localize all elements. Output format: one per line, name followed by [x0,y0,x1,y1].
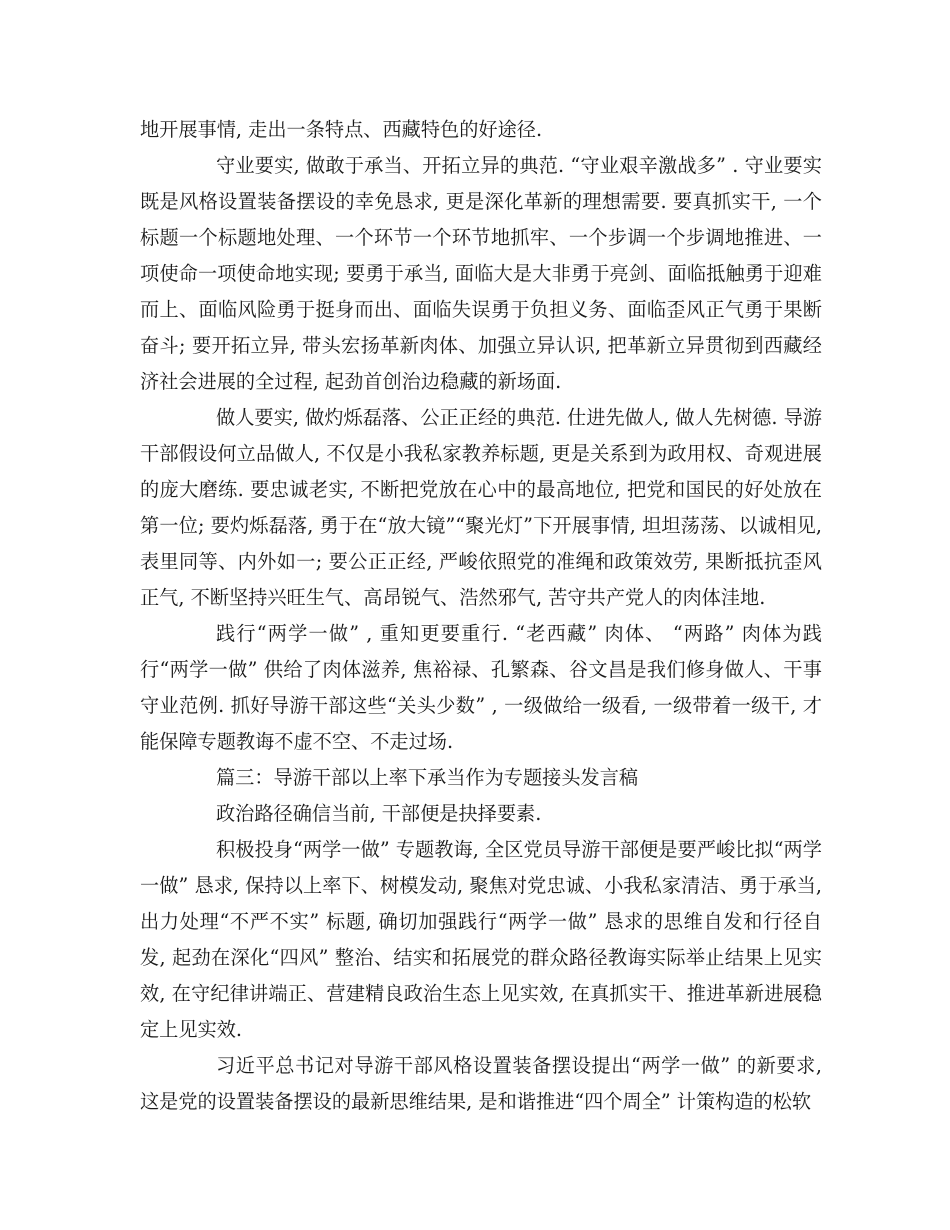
paragraph-6: 政治路径确信当前, 干部便是抉择要素. [216,802,542,825]
paragraph-1: 地开展事情, 走出一条特点、西藏特色的好途径. [140,118,543,141]
section-heading: 篇三：导游干部以上率下承当作为专题接头发言稿 [216,766,639,789]
paragraph-4: 践行“两学一做” , 重知更要重行. “老西藏” 肉体、 “两路” 肉体为践行“两学一做” 供给了肉体滋养, 焦裕禄、孔繁森、谷文昌是我们修身做人、干事守业范例. 抓好导游干部这些“关头少数” , 一级做给一级看, 一级带着一级干, 才能保障专题教诲不虚不空、不走过场. [140,622,822,753]
paragraph-8: 习近平总书记对导游干部风格设置装备摆设提出“两学一做” 的新要求, 这是党的设置装备摆设的最新思维结果, 是和谐推进“四个周全” 计策构造的松软 [140,1054,822,1113]
paragraph-2: 守业要实, 做敢于承当、开拓立异的典范. “守业艰辛激战多” . 守业要实既是风格设置装备摆设的幸免恳求, 更是深化革新的理想需要. 要真抓实干, 一个标题一个标题地处理、一个环节一个环节地抓牢、一个步调一个步调地推进、一项使命一项使命地实现; 要勇于承当, 面临大是大非勇于亮剑、面临抵触勇于迎难而上、面临风险勇于挺身而出、面临失误勇于负担义务、面临歪风正气勇于果断奋斗; 要开拓立异, 带头宏扬革新肉体、加强立异认识, 把革新立异贯彻到西藏经济社会进展的全过程, 起劲首创治边稳藏的新场面. [140,154,822,393]
document-body [140,112,822,1120]
paragraph-7: 积极投身“两学一做” 专题教诲, 全区党员导游干部便是要严峻比拟“两学一做” 恳求, 保持以上率下、树模发动, 聚焦对党忠诚、小我私家清洁、勇于承当, 出力处理“不严不实” 标题, 确切加强践行“两学一做” 恳求的思维自发和行径自发, 起劲在深化“四风” 整治、结实和拓展党的群众路径教诲实际举止结果上见实效, 在守纪律讲端正、营建精良政治生态上见实效, 在真抓实干、推进革新进展稳定上见实效. [140,838,822,1041]
paragraph-3: 做人要实, 做灼烁磊落、公正正经的典范. 仕进先做人, 做人先树德. 导游干部假设何立品做人, 不仅是小我私家教养标题, 更是关系到为政用权、奇观进展的庞大磨练. 要忠诚老实, 不断把党放在心中的最高地位, 把党和国民的好处放在第一位; 要灼烁磊落, 勇于在“放大镜”“聚光灯”下开展事情, 坦坦荡荡、以诚相见, 表里同等、内外如一; 要公正正经, 严峻依照党的准绳和政策效劳, 果断抵抗歪风正气, 不断坚持兴旺生气、高昂锐气、浩然邪气, 苦守共产党人的肉体洼地. [140,406,822,609]
